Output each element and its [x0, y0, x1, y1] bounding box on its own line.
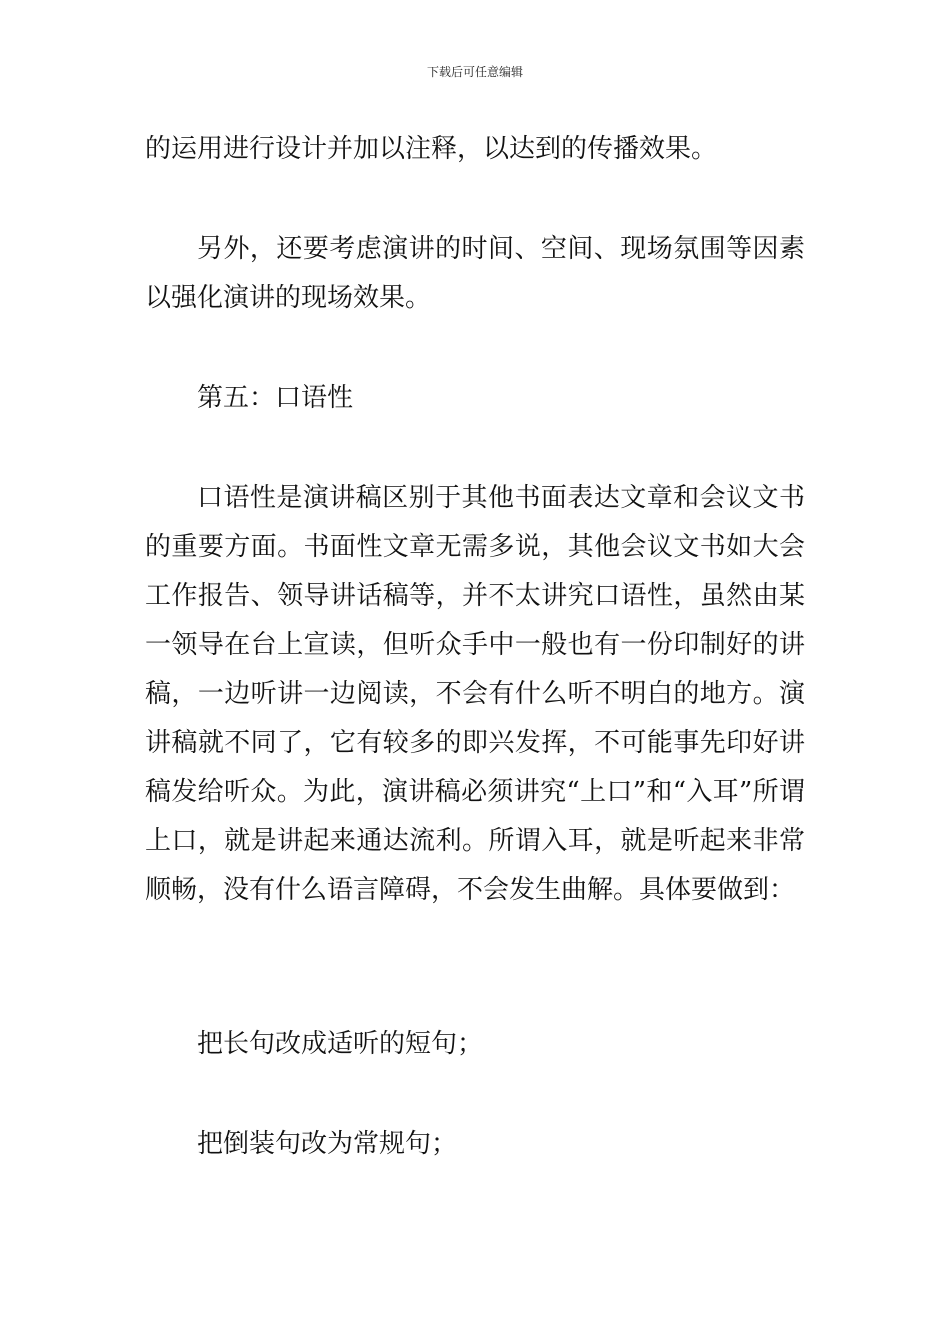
list-item-normal-order [145, 1120, 805, 1169]
paragraph-text: 的运用进行设计并加以注释，以达到的传播效果。 [145, 134, 718, 164]
section-heading [145, 374, 805, 423]
list-item-short-sentences [145, 1020, 805, 1069]
paragraph-oral [145, 474, 805, 915]
list-item-text: 把长句改成适听的短句； [197, 1029, 484, 1059]
section-heading-text: 第五：口语性 [197, 383, 354, 413]
paragraph-text: 另外，还要考虑演讲的时间、空间、现场氛围等因素以强化演讲的现场效果。 [145, 234, 805, 313]
paragraph-continuation [145, 125, 805, 174]
page-header: 下载后可任意编辑 [426, 65, 523, 79]
list-item-text: 把倒装句改为常规句； [197, 1129, 458, 1159]
paragraph-factors [145, 225, 805, 323]
paragraph-text: 口语性是演讲稿区别于其他书面表达文章和会议文书的重要方面。书面性文章无需多说，其他会议文书如大会工作报告、领导讲话稿等，并不太讲究口语性，虽然由某一领导在台上宣读，但听众手中一般也有一份印制好的讲稿，一边听讲一边阅读，不会有什么听不明白的地方。演讲稿就不同了，它有较多的即兴发挥，不可能事先印好讲稿发给听众。为此，演讲稿必须讲究“上口”和“入耳”所谓上口，就是讲起来通达流利。所谓入耳，就是听起来非常顺畅，没有什么语言障碍，不会发生曲解。具体要做到： [145, 483, 805, 905]
